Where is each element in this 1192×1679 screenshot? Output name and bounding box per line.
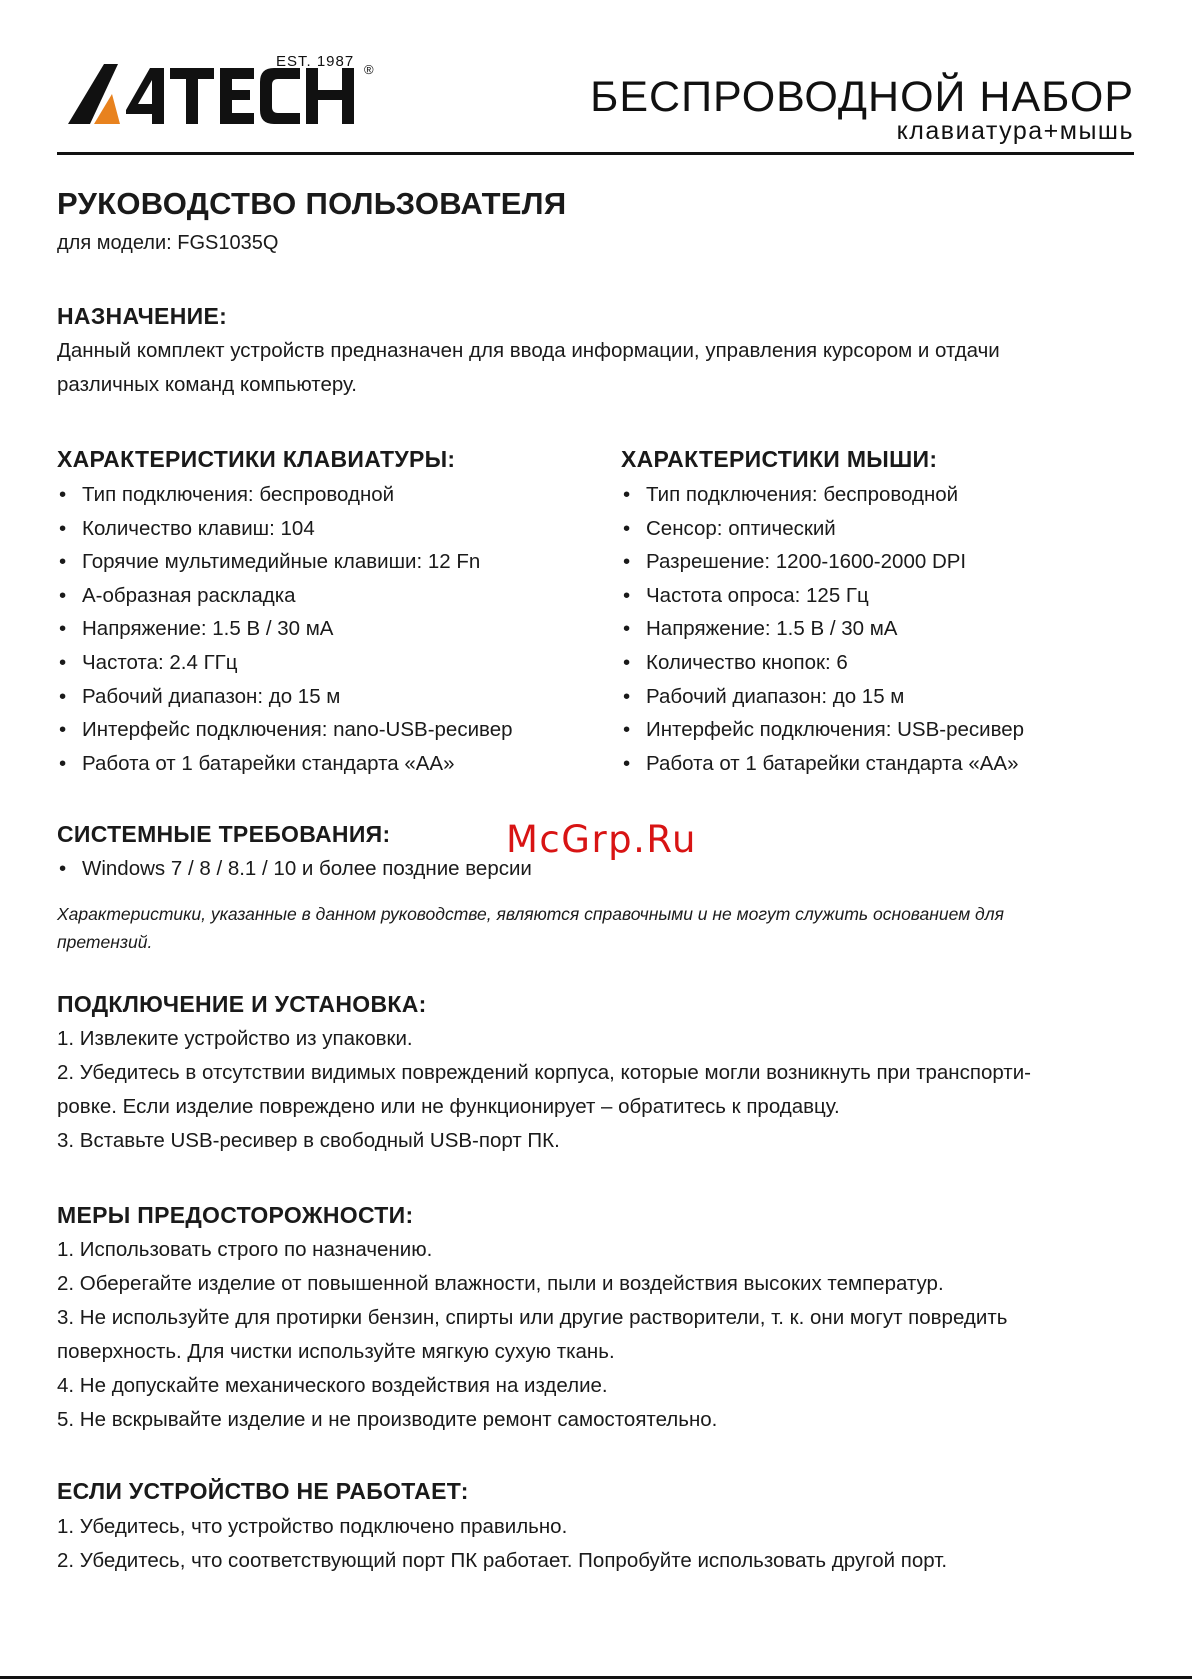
- note-line-2: претензий.: [57, 932, 153, 952]
- list-item: 3. Вставьте USB-ресивер в свободный USB-порт ПК.: [57, 1129, 560, 1152]
- purpose-line-2: различных команд компьютеру.: [57, 373, 357, 396]
- list-item: 2. Убедитесь в отсутствии видимых повреждений корпуса, которые могли возникнуть при транспорти-: [57, 1061, 1031, 1084]
- list-item: • Интерфейс подключения: USB-ресивер: [621, 713, 1024, 747]
- list-item: 5. Не вскрывайте изделие и не производите ремонт самостоятельно.: [57, 1408, 718, 1431]
- list-item: ровке. Если изделие повреждено или не функционирует – обратитесь к продавцу.: [57, 1095, 840, 1118]
- system-requirements-heading: СИСТЕМНЫЕ ТРЕБОВАНИЯ:: [57, 821, 391, 847]
- header-title-block: [590, 73, 1134, 145]
- document-title: РУКОВОДСТВО ПОЛЬЗОВАТЕЛЯ: [57, 186, 567, 221]
- note-line-1: Характеристики, указанные в данном руководстве, являются справочными и не могут служить основанием для: [57, 904, 1004, 924]
- safety-heading: МЕРЫ ПРЕДОСТОРОЖНОСТИ:: [57, 1202, 414, 1228]
- list-item: • Интерфейс подключения: nano-USB-ресивер: [57, 713, 513, 747]
- list-item: 1. Использовать строго по назначению.: [57, 1238, 433, 1261]
- disclaimer-note: [57, 900, 1137, 956]
- list-item: • Количество клавиш: 104: [57, 512, 513, 546]
- system-requirements-list: [57, 852, 532, 886]
- list-item: • Рабочий диапазон: до 15 м: [621, 680, 1024, 714]
- mouse-specs-list: [621, 478, 1024, 780]
- watermark: McGrp.Ru: [506, 818, 697, 861]
- list-item: • Количество кнопок: 6: [621, 646, 1024, 680]
- list-item: • Windows 7 / 8 / 8.1 / 10 и более поздние версии: [57, 852, 532, 886]
- list-item: 1. Убедитесь, что устройство подключено правильно.: [57, 1515, 568, 1538]
- list-item: • Напряжение: 1.5 В / 30 мА: [621, 612, 1024, 646]
- list-item: поверхность. Для чистки используйте мягкую сухую ткань.: [57, 1340, 615, 1363]
- header-divider: [57, 152, 1134, 155]
- list-item: • Работа от 1 батарейки стандарта «АА»: [621, 747, 1024, 781]
- keyboard-specs-list: [57, 478, 513, 780]
- list-item: • А-образная раскладка: [57, 579, 513, 613]
- troubleshooting-steps: [57, 1510, 947, 1578]
- list-item: 2. Убедитесь, что соответствующий порт ПК работает. Попробуйте использовать другой порт.: [57, 1549, 948, 1572]
- a4tech-logo: [68, 52, 380, 130]
- registered-mark: ®: [364, 62, 374, 77]
- list-item: 4. Не допускайте механического воздействия на изделие.: [57, 1374, 608, 1397]
- installation-heading: ПОДКЛЮЧЕНИЕ И УСТАНОВКА:: [57, 991, 427, 1017]
- list-item: • Тип подключения: беспроводной: [57, 478, 513, 512]
- list-item: • Рабочий диапазон: до 15 м: [57, 680, 513, 714]
- list-item: • Тип подключения: беспроводной: [621, 478, 1024, 512]
- list-item: 1. Извлеките устройство из упаковки.: [57, 1027, 413, 1050]
- list-item: • Частота: 2.4 ГГц: [57, 646, 513, 680]
- installation-steps: [57, 1022, 1031, 1158]
- purpose-text: [57, 334, 1000, 402]
- keyboard-specs-heading: ХАРАКТЕРИСТИКИ КЛАВИАТУРЫ:: [57, 446, 456, 472]
- purpose-heading: НАЗНАЧЕНИЕ:: [57, 303, 228, 329]
- list-item: • Работа от 1 батарейки стандарта «АА»: [57, 747, 513, 781]
- list-item: 3. Не используйте для протирки бензин, спирты или другие растворители, т. к. они могут повредить: [57, 1306, 1008, 1329]
- mouse-specs-heading: ХАРАКТЕРИСТИКИ МЫШИ:: [621, 446, 938, 472]
- list-item: • Сенсор: оптический: [621, 512, 1024, 546]
- header-subtitle: клавиатура+мышь: [896, 117, 1134, 145]
- list-item: • Напряжение: 1.5 В / 30 мА: [57, 612, 513, 646]
- list-item: • Частота опроса: 125 Гц: [621, 579, 1024, 613]
- list-item: • Разрешение: 1200-1600-2000 DPI: [621, 545, 1024, 579]
- purpose-line-1: Данный комплект устройств предназначен для ввода информации, управления курсором и отдачи: [57, 339, 1000, 362]
- safety-steps: [57, 1233, 1007, 1437]
- troubleshooting-heading: ЕСЛИ УСТРОЙСТВО НЕ РАБОТАЕТ:: [57, 1478, 469, 1504]
- brand-est-label: EST. 1987: [276, 53, 355, 70]
- list-item: 2. Оберегайте изделие от повышенной влажности, пыли и воздействия высоких температур.: [57, 1272, 944, 1295]
- list-item: • Горячие мультимедийные клавиши: 12 Fn: [57, 545, 513, 579]
- header-title: БЕСПРОВОДНОЙ НАБОР: [590, 73, 1134, 121]
- model-line: для модели: FGS1035Q: [57, 232, 279, 254]
